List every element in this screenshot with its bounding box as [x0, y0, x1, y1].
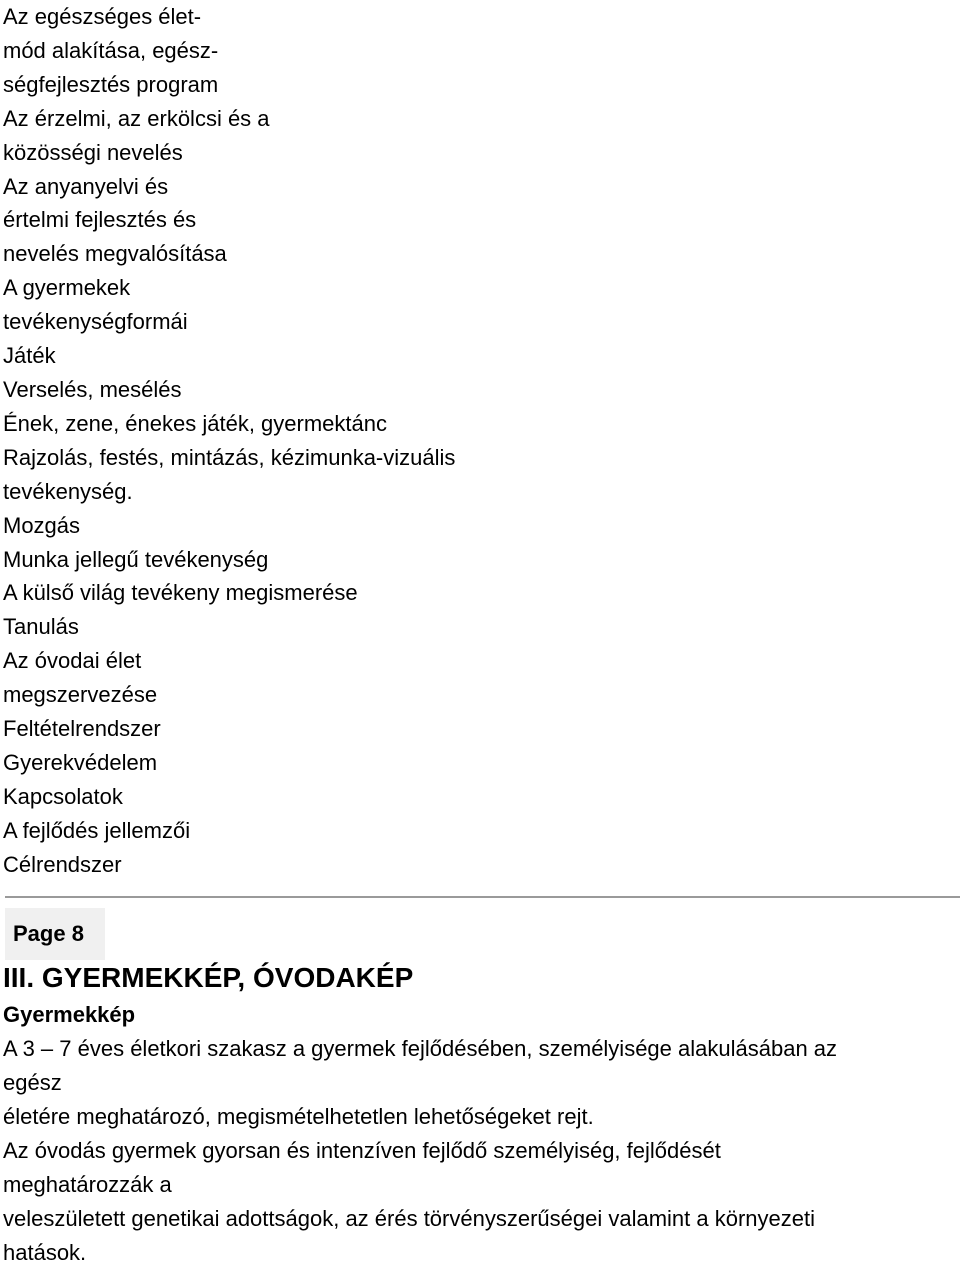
section-title: III. GYERMEKKÉP, ÓVODAKÉP: [3, 962, 414, 993]
toc-item: közösségi nevelés: [3, 139, 183, 165]
toc-item: Mozgás: [3, 512, 81, 538]
toc-item: A gyermekek: [3, 275, 131, 301]
toc-item: tevékenység.: [3, 478, 133, 504]
toc-item: mód alakítása, egész-: [3, 37, 219, 63]
toc-item: Az anyanyelvi és: [3, 173, 169, 199]
body-text-line: egész: [3, 1070, 62, 1095]
page-divider: [5, 896, 960, 898]
toc-item: Az óvodai élet: [3, 648, 142, 674]
page-number-label: Page 8: [5, 908, 105, 960]
body-text-line: Az óvodás gyermek gyorsan és intenzíven fejlődő személyiség, fejlődését: [3, 1138, 721, 1163]
body-text-line: hatások.: [3, 1240, 87, 1265]
toc-item: Az érzelmi, az erkölcsi és a: [3, 105, 270, 131]
toc-item: Munka jellegű tevékenység: [3, 546, 269, 572]
toc-item: Feltételrendszer: [3, 716, 161, 742]
toc-item: Verselés, mesélés: [3, 376, 182, 402]
section-subtitle: Gyermekkép: [3, 1002, 136, 1027]
toc-item: megszervezése: [3, 682, 158, 708]
toc-item: Tanulás: [3, 614, 79, 640]
toc-item: A fejlődés jellemzői: [3, 817, 191, 843]
toc-item: nevelés megvalósítása: [3, 241, 227, 267]
toc-item: értelmi fejlesztés és: [3, 207, 197, 233]
toc-item: Játék: [3, 343, 56, 369]
toc-item: Célrendszer: [3, 851, 122, 877]
body-text-line: meghatározzák a: [3, 1172, 172, 1197]
body-text-line: életére meghatározó, megismételhetetlen lehetőségeket rejt.: [3, 1104, 594, 1129]
toc-item: Ének, zene, énekes játék, gyermektánc: [3, 410, 387, 436]
page-content: [3, 958, 953, 1270]
toc-item: Az egészséges élet-: [3, 4, 202, 29]
body-text-line: A 3 – 7 éves életkori szakasz a gyermek fejlődésében, személyisége alakulásában az: [3, 1036, 838, 1061]
toc-item: ségfejlesztés program: [3, 71, 219, 97]
toc-item: Gyerekvédelem: [3, 749, 158, 775]
body-text-line: veleszületett genetikai adottságok, az érés törvényszerűségei valamint a környezeti: [3, 1206, 815, 1231]
toc-item: A külső világ tevékeny megismerése: [3, 580, 358, 606]
toc-item: Rajzolás, festés, mintázás, kézimunka-vizuális: [3, 444, 456, 470]
toc-item: tevékenységformái: [3, 309, 188, 335]
toc-item: Kapcsolatok: [3, 783, 123, 809]
table-of-contents: [3, 0, 455, 882]
